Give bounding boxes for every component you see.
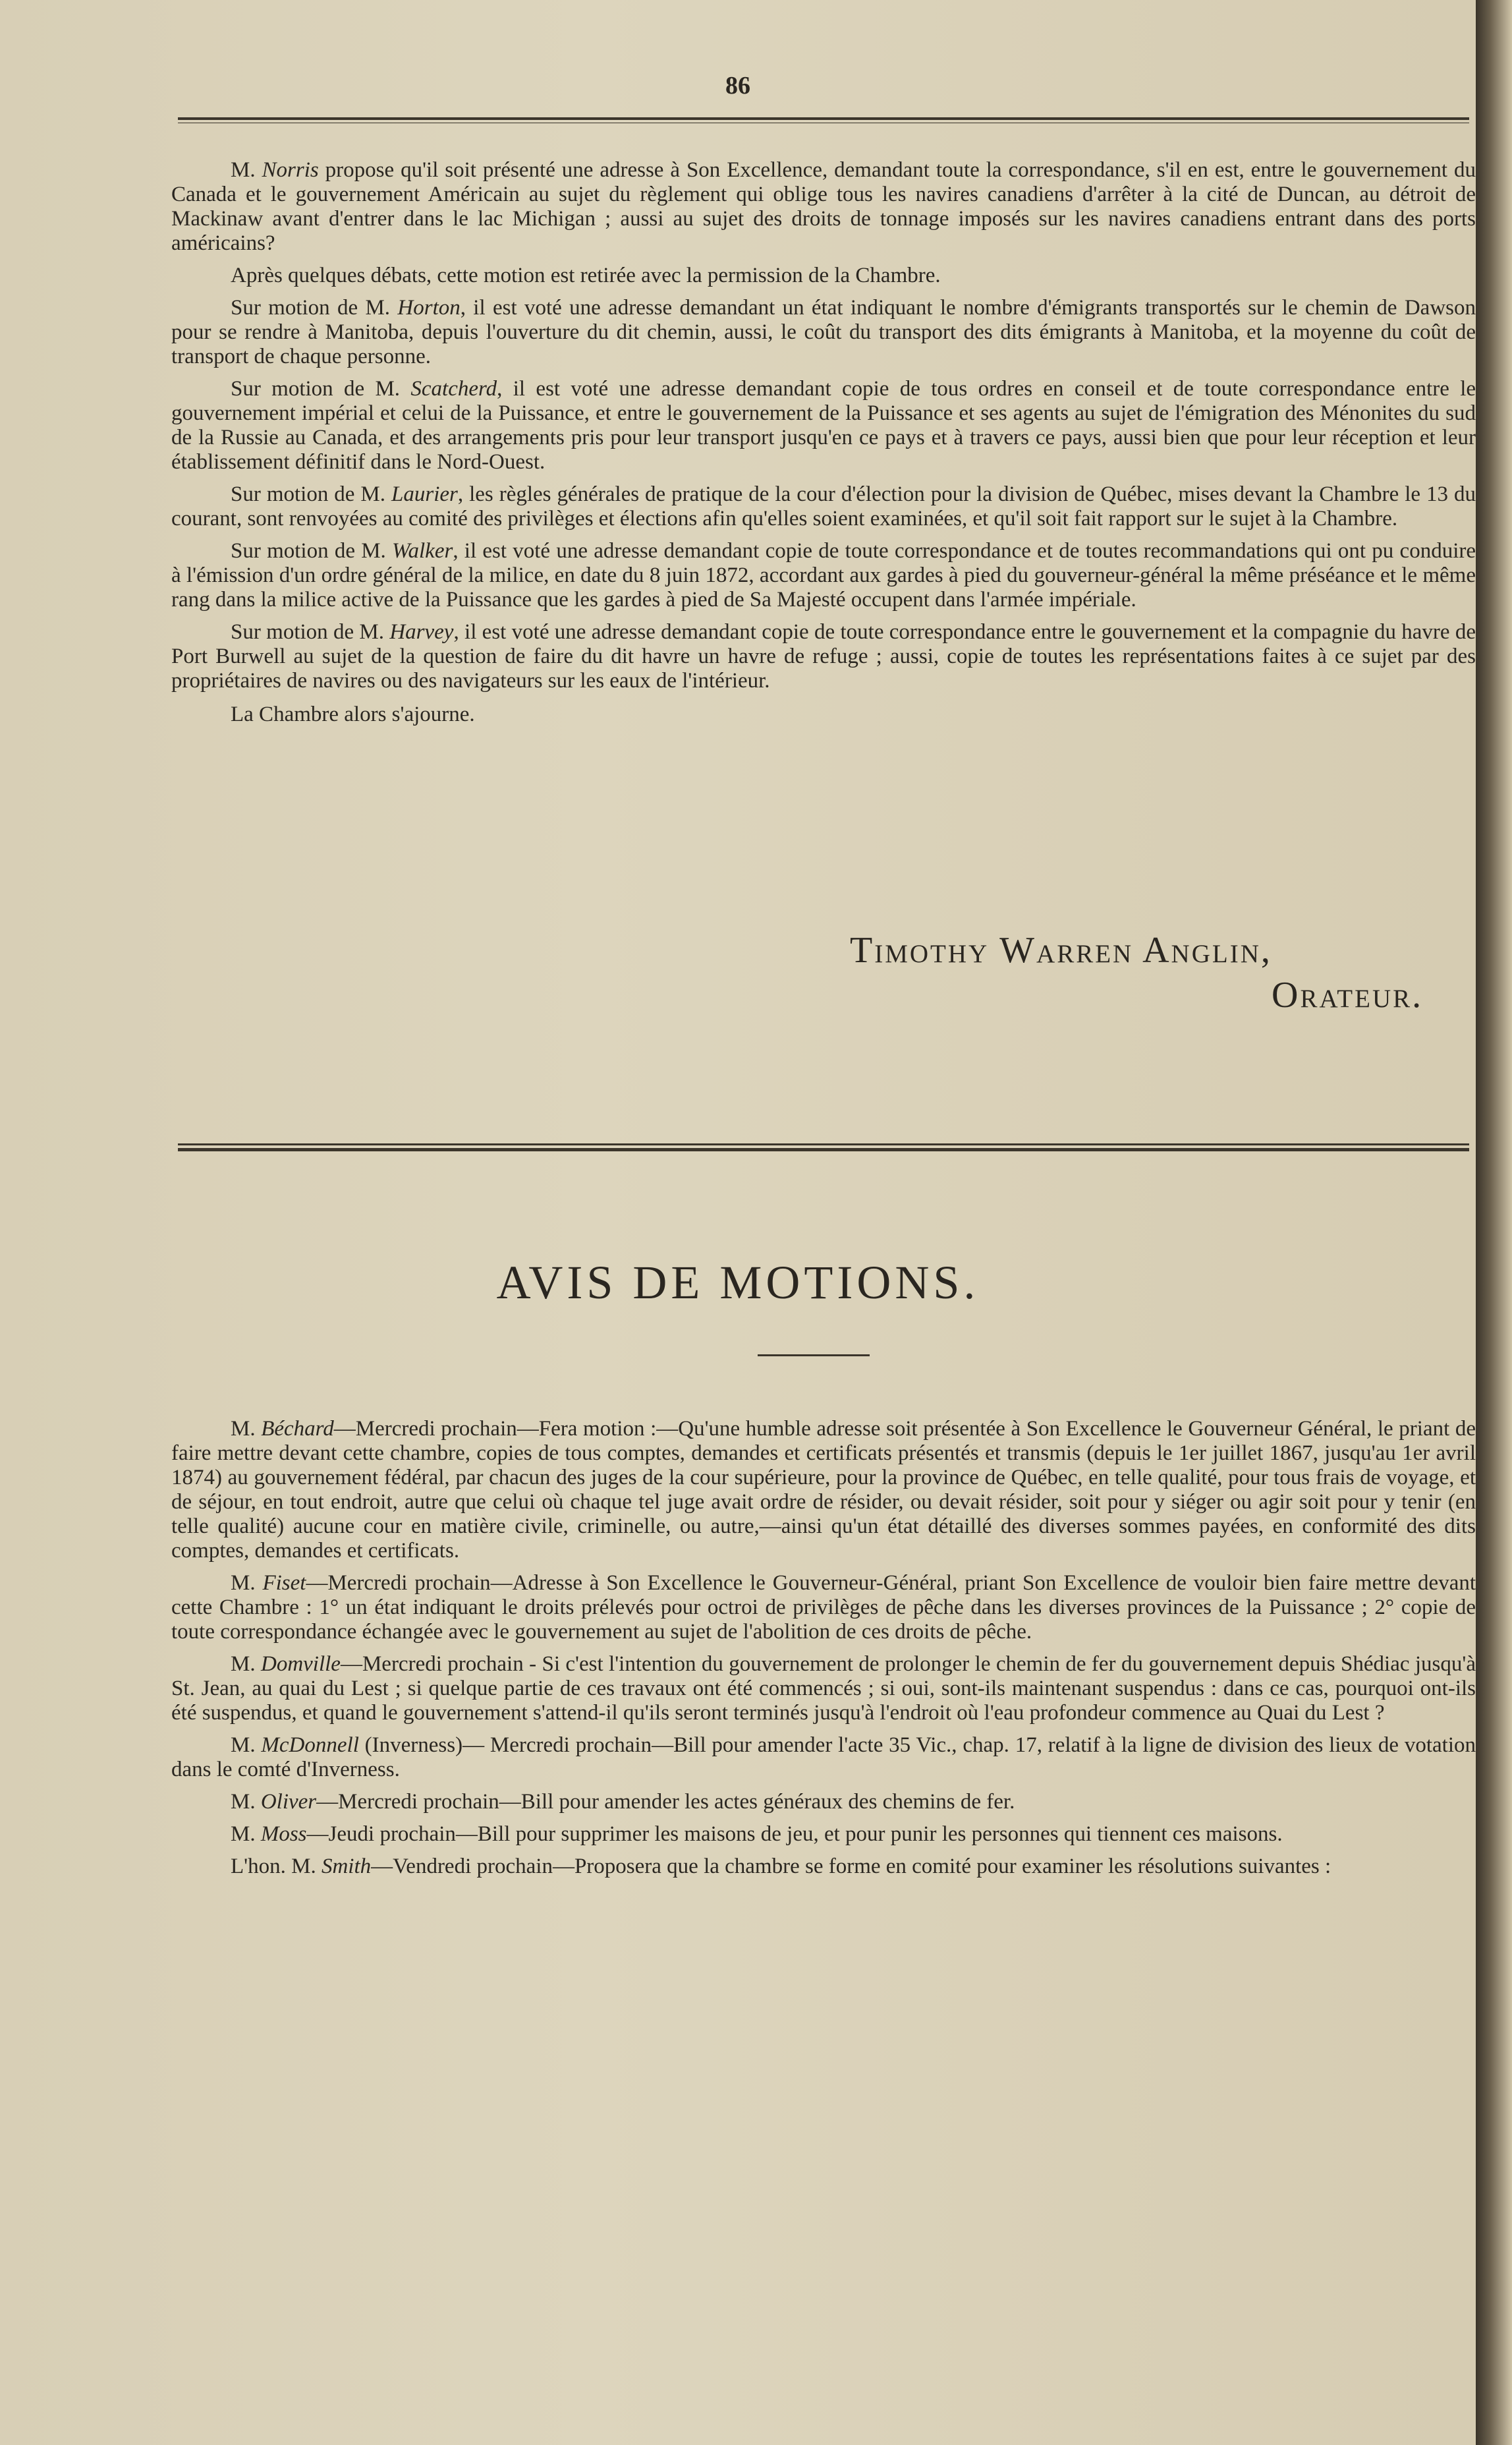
motion-notice: M. McDonnell (Inverness)— Mercredi prochain—Bill pour amender l'acte 35 Vic., chap. 17, relatif à la ligne de division des lieux de votation dans le comté d'Inverness. — [171, 1733, 1476, 1781]
motion-notice: M. Béchard—Mercredi prochain—Fera motion :—Qu'une humble adresse soit présentée à Son Excellence le Gouverneur Général, le priant de faire mettre devant cette chambre, copies de tous comptes, demandes et certificats présentés et transmis (depuis le 1er juillet 1867, jusqu'au 1er avril 1874) au gouvernement fédéral, par chacun des juges de la cour supérieure, pour la province de Québec, en telle qualité, pour tous frais de voyage, et de séjour, en tout endroit, autre que celui où chaque tel juge avait ordre de résider, ou devait résider, soit pour y siéger ou agir soit pour y tenir (en telle qualité) aucune cour en matière civile, criminelle, ou autre,—ainsi qu'un état détaillé des diverses sommes payées, en conformité des dits comptes, demandes et certificats. — [171, 1417, 1476, 1563]
proceeding-paragraph: Sur motion de M. Horton, il est voté une adresse demandant un état indiquant le nombre d'émigrants transportés sur le chemin de Dawson pour se rendre à Manitoba, depuis l'ouverture du dit chemin, aussi, le coût du transport des dits émigrants à Manitoba, et la moyenne du coût de transport de chaque personne. — [171, 296, 1476, 368]
motion-notice: M. Oliver—Mercredi prochain—Bill pour amender les actes généraux des chemins de fer. — [231, 1790, 1015, 1814]
proceedings-section — [171, 158, 1476, 727]
member-name: Harvey — [389, 620, 454, 644]
member-name: Smith — [321, 1855, 372, 1878]
adjournment-line: La Chambre alors s'ajourne. — [231, 703, 475, 726]
section-divider — [178, 1143, 1469, 1151]
speaker-signature — [850, 929, 1469, 1016]
title-underline — [758, 1354, 870, 1356]
proceeding-paragraph: Sur motion de M. Laurier, les règles générales de pratique de la cour d'élection pour la division de Québec, mises devant la Chambre le 13 du courant, sont renvoyées au comité des privilèges et élections afin qu'elles soient examinées, et qu'il soit fait rapport sur le sujet à la Chambre. — [171, 482, 1476, 531]
page-number: 86 — [725, 72, 750, 100]
proceeding-paragraph: M. Norris propose qu'il soit présenté une adresse à Son Excellence, demandant toute la correspondance, s'il en est, entre le gouvernement du Canada et le gouvernement Américain au sujet du règlement qui oblige tous les navires canadiens d'arrêter à la cité de Duncan, au détroit de Mackinaw avant d'entrer dans le lac Michigan ; aussi au sujet des droits de tonnage imposés sur les navires canadiens entrant dans des ports américains? — [171, 158, 1476, 255]
member-name: Moss — [260, 1822, 307, 1846]
signature-title: Orateur. — [1272, 975, 1424, 1016]
member-name: Horton — [397, 296, 461, 320]
member-name: McDonnell — [261, 1733, 359, 1757]
signature-name: Timothy Warren Anglin, — [850, 930, 1272, 971]
motion-notice: M. Fiset—Mercredi prochain—Adresse à Son Excellence le Gouverneur-Général, priant Son Excellence de vouloir bien faire mettre devant cette Chambre : 1° un état indiquant le droits prélevés pour octroi de privilèges de pêche dans les diverses provinces de la Puissance ; 2° copie de toute correspondance échangée avec le gouvernement au sujet de l'abolition de ces droits de pêche. — [171, 1571, 1476, 1644]
member-name: Scatcherd — [410, 377, 497, 401]
motions-section — [171, 1417, 1476, 1887]
member-name: Laurier — [391, 482, 458, 506]
proceeding-paragraph: Après quelques débats, cette motion est retirée avec la permission de la Chambre. — [231, 264, 941, 287]
book-gutter — [1476, 0, 1512, 2445]
member-name: Norris — [262, 158, 319, 182]
motion-notice: M. Domville—Mercredi prochain - Si c'est l'intention du gouvernement de prolonger le chemin de fer du gouvernement depuis Shédiac jusqu'à St. Jean, au quai du Lest ; si quelque partie de ces travaux ont été commencés ; si oui, sont-ils maintenant suspendus : dans ce cas, pourquoi ont-ils été suspendus, et quand le gouvernement s'attend-il qu'ils seront terminés jusqu'à l'endroit où l'eau profondeur commence au Quai du Lest ? — [171, 1652, 1476, 1725]
member-name: Domville — [260, 1652, 341, 1676]
proceeding-paragraph: Sur motion de M. Harvey, il est voté une adresse demandant copie de toute correspondance entre le gouvernement et la compagnie du havre de Port Burwell au sujet de la question de faire du dit havre un havre de refuge ; aussi, copie de toutes les représentations faites à ce sujet par des propriétaires de navires ou des navigateurs sur les eaux de l'intérieur. — [171, 620, 1476, 693]
proceeding-paragraph: Sur motion de M. Scatcherd, il est voté une adresse demandant copie de tous ordres en conseil et de toute correspondance entre le gouvernement impérial et celui de la Puissance, et entre le gouvernement de la Puissance et ses agents au sujet de l'émigration des Ménonites du sud de la Russie au Canada, et des arrangements pris pour leur transport jusqu'en ce pays et à travers ce pays, aussi bien que pour leur réception et leur établissement définitif dans le Nord-Ouest. — [171, 377, 1476, 474]
motion-notice: M. Moss—Jeudi prochain—Bill pour supprimer les maisons de jeu, et pour punir les personnes qui tiennent ces maisons. — [231, 1822, 1283, 1846]
proceeding-paragraph: Sur motion de M. Walker, il est voté une adresse demandant copie de toute correspondance et de toutes recommandations qui ont pu conduire à l'émission d'un ordre général de la milice, en date du 8 juin 1872, accordant aux gardes à pied du gouverneur-général la même préséance et le même rang dans la milice active de la Puissance que les gardes à pied de Sa Majesté occupent dans l'armée impériale. — [171, 539, 1476, 612]
member-name: Oliver — [260, 1790, 317, 1814]
member-name: Walker — [392, 539, 453, 563]
member-name: Fiset — [262, 1571, 306, 1595]
motion-notice: L'hon. M. Smith—Vendredi prochain—Proposera que la chambre se forme en comité pour examiner les résolutions suivantes : — [231, 1855, 1331, 1878]
header-rule — [178, 117, 1469, 123]
member-name: Béchard — [261, 1417, 334, 1441]
section-title: AVIS DE MOTIONS. — [496, 1256, 980, 1309]
